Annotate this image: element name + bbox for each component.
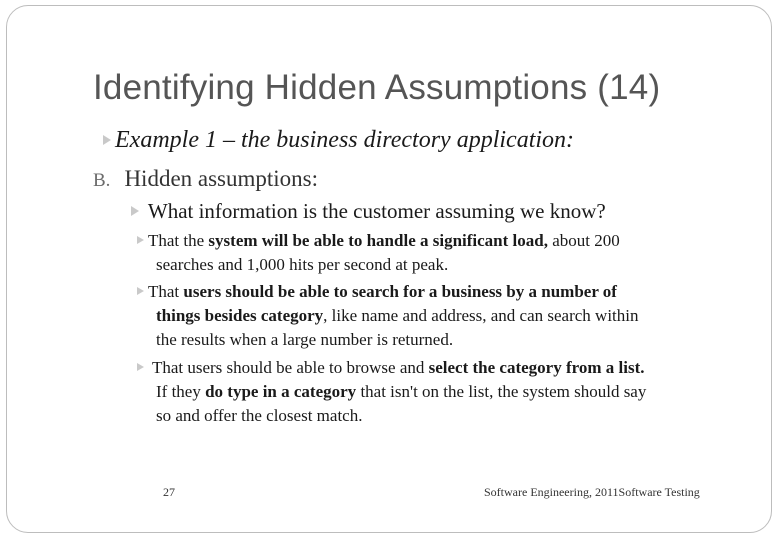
section-number: B. [93,170,111,191]
footer-text: Software Engineering, 2011Software Testing [484,485,700,499]
section-title: Hidden assumptions: [124,166,319,191]
slide-frame [6,5,772,533]
example-heading: Example 1 – the business directory application: [103,127,574,154]
assumption-search: That users should be able to search for a business by a number of things besides category, like name and address, and can search within the results when a large number is returned. [137,280,639,352]
section-heading [93,166,318,192]
bullet-arrow-icon [131,206,139,216]
page-number: 27 [163,485,175,499]
bullet-arrow-icon [137,287,144,295]
bullet-arrow-icon [137,236,144,244]
assumption-load: That the system will be able to handle a significant load, about 200 searches and 1,000 hits per second at peak. [137,229,620,277]
assumption-browse: That users should be able to browse and select the category from a list. If they do type in a category that isn't on the list, the system should say so and offer the closest match. [137,356,646,428]
bullet-arrow-icon [103,135,111,145]
question-item: What information is the customer assuming we know? [131,199,606,224]
slide-title: Identifying Hidden Assumptions (14) [93,68,661,107]
bullet-arrow-icon [137,363,144,371]
